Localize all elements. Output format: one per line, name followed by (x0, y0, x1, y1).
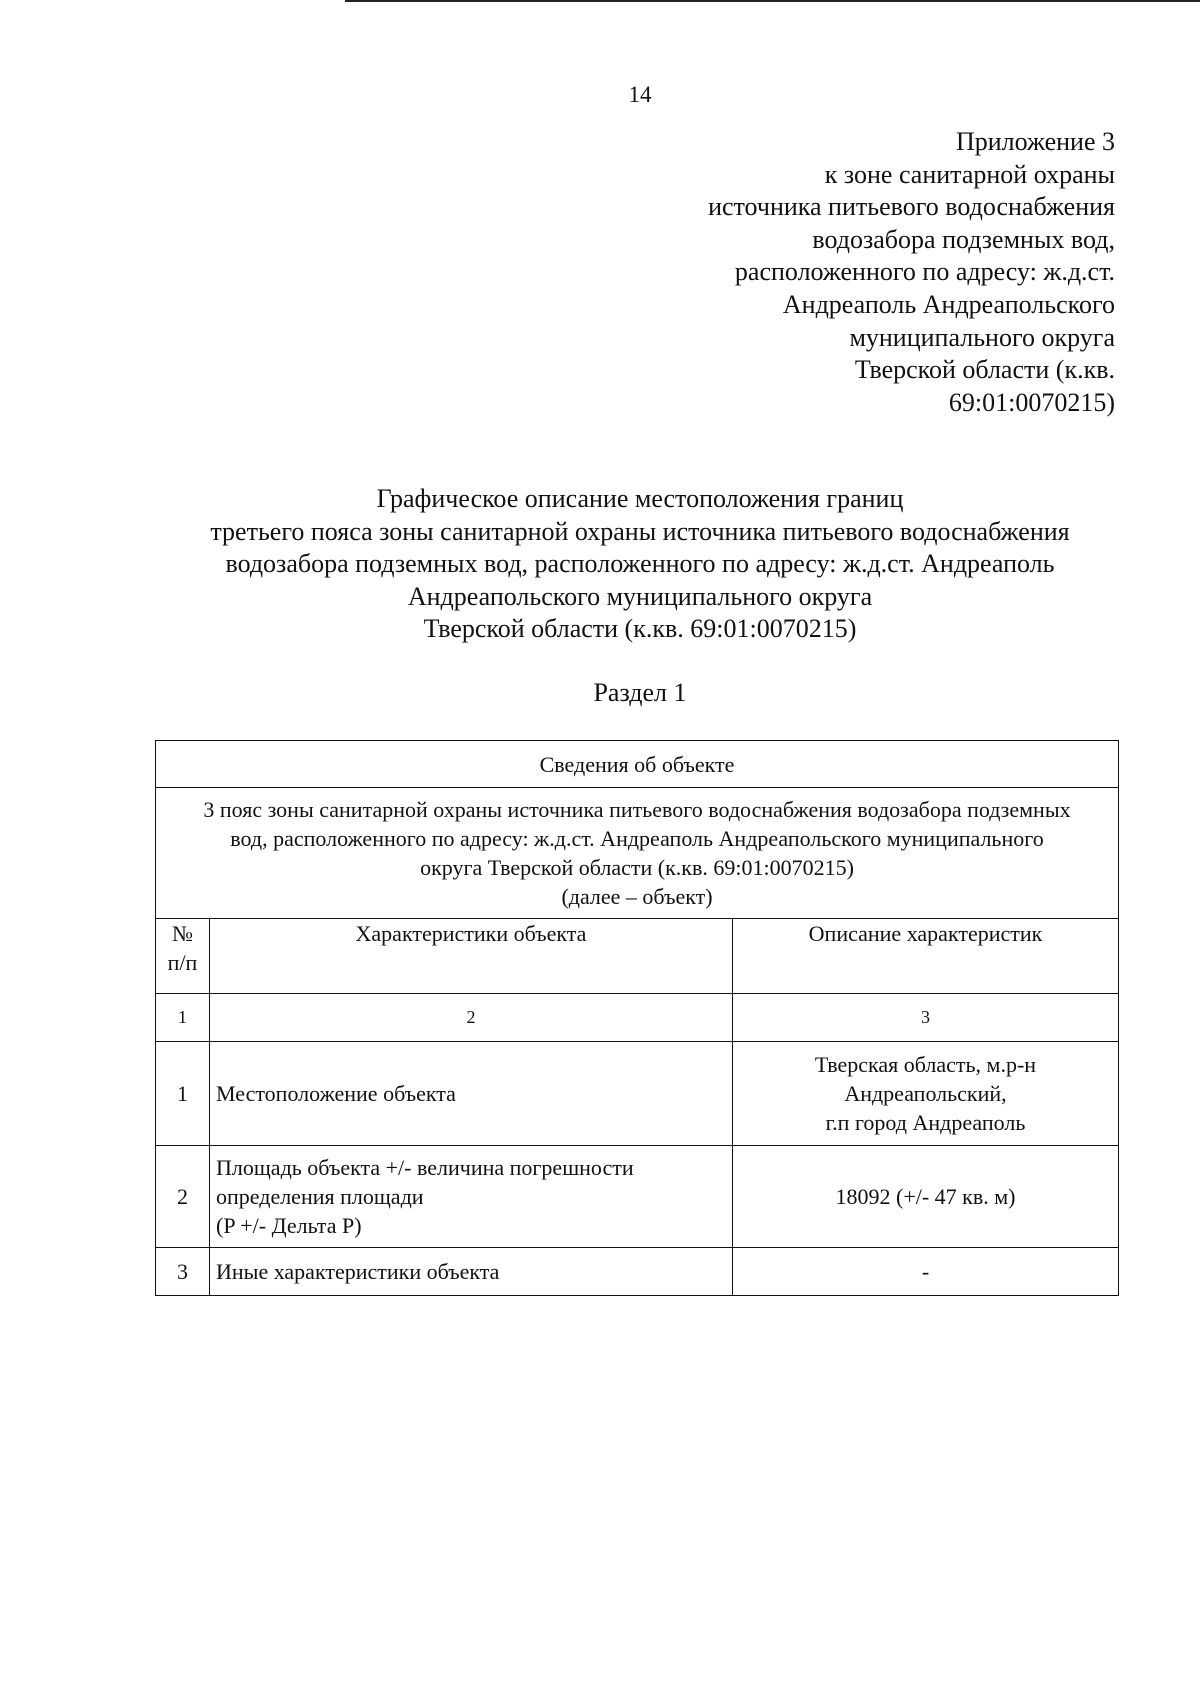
appendix-line: к зоне санитарной охраны (824, 159, 1115, 189)
characteristic-line: (P +/- Дельта P) (216, 1213, 362, 1238)
title-line: Андреапольского муниципального округа (407, 581, 873, 611)
row-characteristic (210, 1248, 733, 1296)
object-description-row (156, 788, 1119, 919)
document-title (100, 483, 1180, 646)
title-line: Графическое описание местоположения границ (376, 484, 904, 513)
row-description (733, 1042, 1119, 1146)
title-line: водозабора подземных вод, расположенного по адресу: ж.д.ст. Андреаполь (225, 549, 1055, 579)
header-description: Описание характеристик (733, 919, 1119, 994)
appendix-line: 69:01:0070215) (948, 387, 1115, 417)
description-line: 18092 (+/- 47 кв. м) (835, 1184, 1016, 1209)
row-characteristic (210, 1146, 733, 1248)
title-line: Тверской области (к.кв. 69:01:0070215) (423, 614, 857, 644)
table-caption: Сведения об объекте (156, 741, 1119, 788)
table-row (156, 1248, 1119, 1296)
description-line: вод, расположенного по адресу: ж.д.ст. Андреаполь Андреапольского муниципального (230, 826, 1044, 851)
table-caption-row (156, 741, 1119, 788)
appendix-note (555, 126, 1115, 419)
column-index-row (156, 994, 1119, 1042)
page-number: 14 (628, 82, 652, 107)
appendix-line: Андреаполь Андреапольского (782, 289, 1115, 319)
row-description (733, 1146, 1119, 1248)
description-line: 3 пояс зоны санитарной охраны источника питьевого водоснабжения водозабора подземных (203, 797, 1071, 822)
row-number: 3 (156, 1248, 210, 1296)
table-row (156, 1042, 1119, 1146)
object-description (156, 788, 1119, 919)
appendix-line: водозабора подземных вод, (812, 224, 1115, 254)
column-index: 1 (156, 994, 210, 1042)
section-heading: Раздел 1 (593, 678, 687, 707)
characteristic-line: определения площади (216, 1184, 424, 1209)
appendix-line: расположенного по адресу: ж.д.ст. (734, 257, 1115, 287)
description-line: - (921, 1259, 930, 1284)
characteristic-line: Площадь объекта +/- величина погрешности (216, 1155, 634, 1180)
characteristic-line: Местоположение объекта (216, 1081, 456, 1106)
object-info-table (155, 740, 1119, 1296)
row-characteristic (210, 1042, 733, 1146)
top-rule (345, 0, 1200, 2)
description-line: г.п город Андреаполь (825, 1110, 1026, 1135)
row-number: 2 (156, 1146, 210, 1248)
table-header-row (156, 919, 1119, 994)
description-line: Андреапольский, (844, 1081, 1007, 1106)
column-index: 3 (733, 994, 1119, 1042)
appendix-line: муниципального округа (849, 322, 1115, 352)
table-row (156, 1146, 1119, 1248)
row-description (733, 1248, 1119, 1296)
characteristic-line: Иные характеристики объекта (216, 1259, 500, 1284)
appendix-line: Тверской области (к.кв. (854, 355, 1115, 385)
description-line: Тверская область, м.р-н (814, 1052, 1037, 1077)
description-line: (далее – объект) (561, 884, 713, 909)
header-characteristic: Характеристики объекта (210, 919, 733, 994)
appendix-line: Приложение 3 (955, 127, 1115, 156)
column-index: 2 (210, 994, 733, 1042)
row-number: 1 (156, 1042, 210, 1146)
description-line: округа Тверской области (к.кв. 69:01:0070215) (420, 855, 854, 880)
appendix-line: источника питьевого водоснабжения (708, 192, 1115, 222)
header-num: № п/п (156, 919, 210, 994)
title-line: третьего пояса зоны санитарной охраны источника питьевого водоснабжения (210, 516, 1070, 546)
